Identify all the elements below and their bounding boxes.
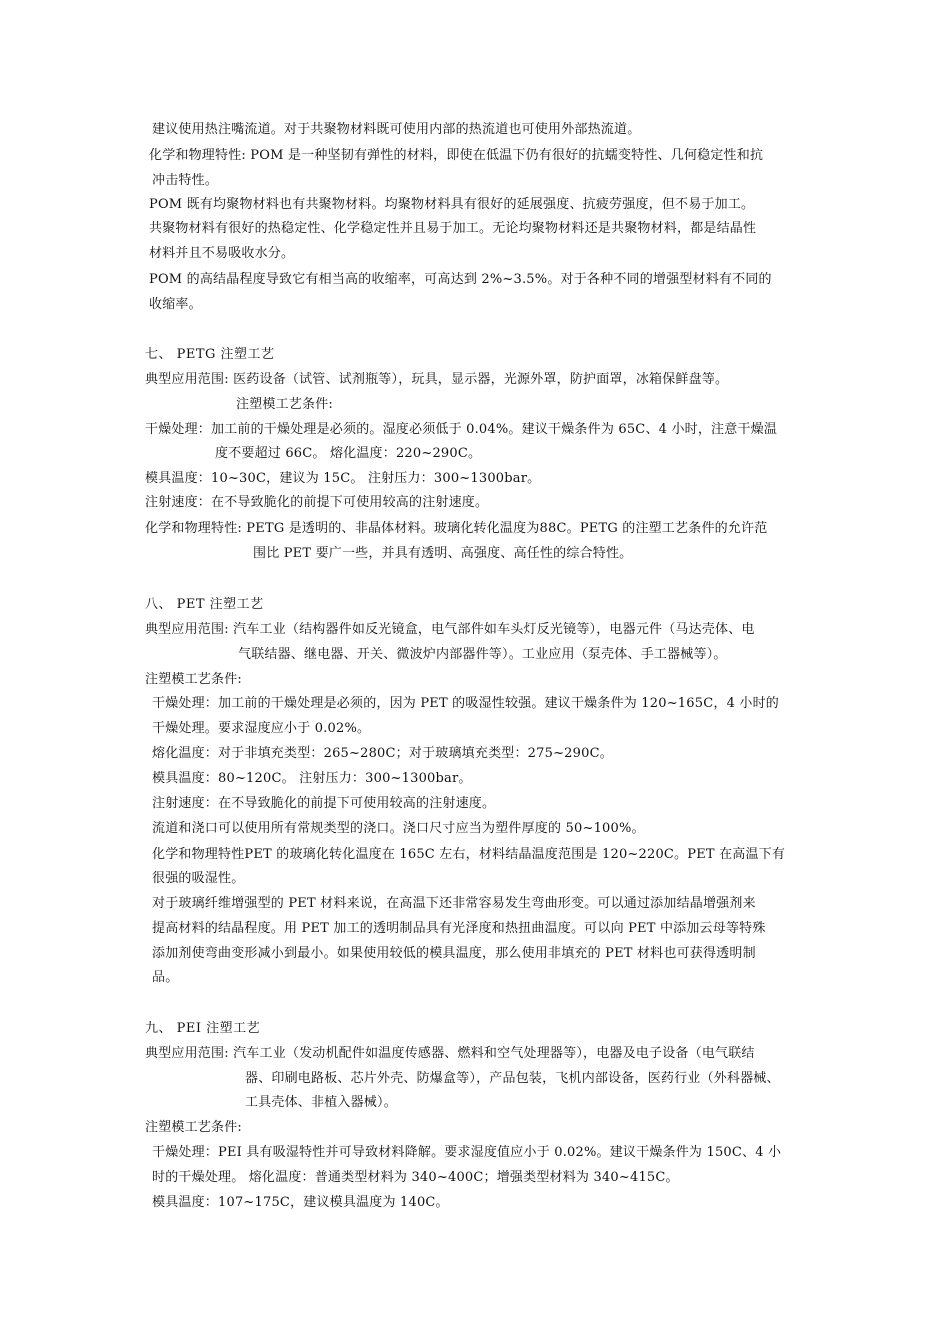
petg-conditions-heading: 注塑模工艺条件: [236,397,333,412]
pet-gate-line: 流道和浇口可以使用所有常规类型的浇口。浇口尺寸应当为塑件厚度的 50~100%。 [152,821,645,836]
pei-drying-line: 时的干燥处理。 熔化温度：普通类型材料为 340~400C；增强类型材料为 340~415C。 [152,1170,679,1185]
pet-glass-fiber-line: 添加剂使弯曲变形减小到最小。如果使用较低的模具温度，那么使用非填充的 PET 材料也可获得透明制 [152,946,756,961]
pet-mold-temp-line: 模具温度：80~120C。 注射压力：300~1300bar。 [152,771,472,786]
petg-drying-line: 干燥处理：加工前的干燥处理是必须的。湿度必须低于 0.04%。建议干燥条件为 65C、4 小时，注意干燥温 [145,422,778,437]
pet-injection-speed-line: 注射速度：在不导致脆化的前提下可使用较高的注射速度。 [152,796,496,811]
pet-glass-fiber-line: 对于玻璃纤维增强型的 PET 材料来说，在高温下还非常容易发生弯曲形变。可以通过添加结晶增强剂来 [152,896,756,911]
petg-injection-speed-line: 注射速度：在不导致脆化的前提下可使用较高的注射速度。 [145,495,489,510]
pet-applications-line: 气联结器、继电器、开关、微波炉内部器件等）。工业应用（泵壳体、手工器械等）。 [238,647,727,662]
section-heading-petg: 七、 PETG 注塑工艺 [145,347,275,362]
section-heading-pet: 八、 PET 注塑工艺 [145,597,264,612]
pom-properties-line: 共聚物材料有很好的热稳定性、化学稳定性并且易于加工。无论均聚物材料还是共聚物材料，都是结晶性 [149,221,757,236]
pet-applications-line: 典型应用范围: 汽车工业（结构器件如反光镜盒，电气部件如车头灯反光镜等），电器元件（马达壳体、电 [145,622,755,637]
pom-shrinkage-line: 收缩率。 [149,297,202,312]
pet-glass-fiber-line: 提高材料的结晶程度。用 PET 加工的透明制品具有光泽度和热扭曲温度。可以向 PET 中添加云母等特殊 [152,921,766,936]
pei-conditions-heading: 注塑模工艺条件: [145,1120,242,1135]
petg-applications-line: 典型应用范围: 医药设备（试管、试剂瓶等），玩具，显示器，光源外罩，防护面罩，冰箱保鲜盘等。 [145,372,729,387]
petg-mold-temp-line: 模具温度：10~30C，建议为 15C。 注射压力：300~1300bar。 [145,471,541,486]
pom-properties-line: POM 既有均聚物材料也有共聚物材料。均聚物材料具有很好的延展强度、抗疲劳强度，但不易于加工。 [149,197,755,212]
pei-drying-line: 干燥处理：PEI 具有吸湿特性并可导致材料降解。要求湿度值应小于 0.02%。建议干燥条件为 150C、4 小 [152,1145,782,1160]
pom-paragraph-line: 建议使用热注嘴流道。对于共聚物材料既可使用内部的热流道也可使用外部热流道。 [152,122,641,137]
pet-glass-fiber-line: 品。 [152,970,179,985]
pet-drying-line: 干燥处理：加工前的干燥处理是必须的，因为 PET 的吸湿性较强。建议干燥条件为 120~165C，4 小时的 [152,696,779,711]
pom-properties-line: 冲击特性。 [152,173,219,188]
pei-applications-line: 工具壳体、非植入器械）。 [245,1095,397,1110]
pei-mold-temp-line: 模具温度：107~175C，建议模具温度为 140C。 [152,1195,449,1210]
pet-conditions-heading: 注塑模工艺条件: [145,672,242,687]
pom-shrinkage-line: POM 的高结晶程度导致它有相当高的收缩率，可高达到 2%~3.5%。对于各种不同的增强型材料有不同的 [149,272,772,287]
pom-properties-line: 材料并且不易吸收水分。 [149,246,295,261]
pom-properties-line: 化学和物理特性: POM 是一种坚韧有弹性的材料，即使在低温下仍有很好的抗蠕变特性、几何稳定性和抗 [149,148,764,163]
petg-properties-line: 化学和物理特性: PETG 是透明的、非晶体材料。玻璃化转化温度为88C。PETG 的注塑工艺条件的允许范 [145,521,768,536]
pet-melt-temp-line: 熔化温度：对于非填充类型：265~280C；对于玻璃填充类型：275~290C。 [152,746,613,761]
pet-drying-line: 干燥处理。要求湿度应小于 0.02%。 [152,721,371,736]
petg-properties-line: 围比 PET 要广一些，并具有透明、高强度、高任性的综合特性。 [253,546,633,561]
pei-applications-line: 典型应用范围: 汽车工业（发动机配件如温度传感器、燃料和空气处理器等），电器及电子设备（电气联结 [145,1046,755,1061]
section-heading-pei: 九、 PEI 注塑工艺 [145,1021,261,1036]
pet-properties-line: 很强的吸湿性。 [152,871,245,886]
petg-drying-line: 度不要超过 66C。 熔化温度：220~290C。 [215,446,482,461]
pei-applications-line: 器、印刷电路板、芯片外壳、防爆盒等），产品包装，飞机内部设备，医药行业（外科器械、 [245,1071,780,1086]
pet-properties-line: 化学和物理特性PET 的玻璃化转化温度在 165C 左右，材料结晶温度范围是 120~220C。PET 在高温下有 [152,847,786,862]
